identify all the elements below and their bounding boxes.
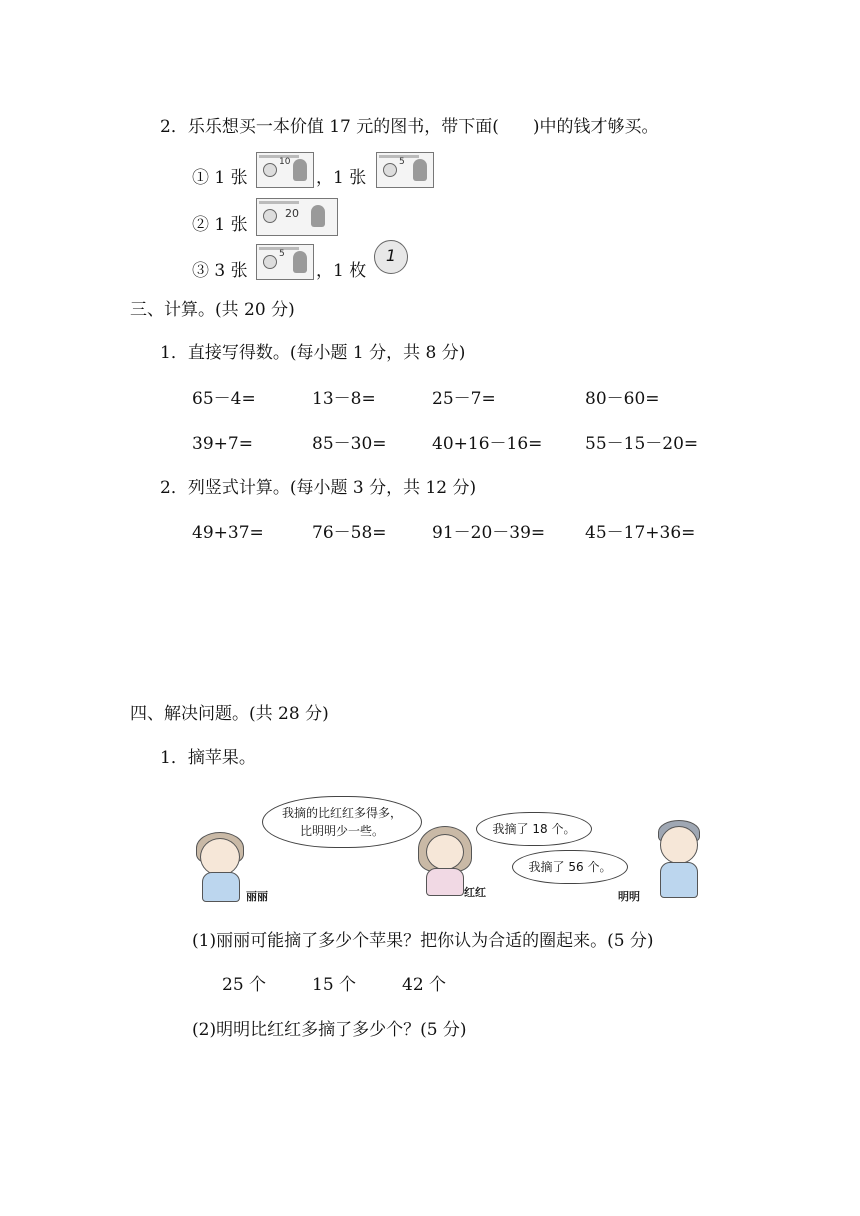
problem-item: 85－30=	[312, 434, 387, 454]
problem-item: 13－8=	[312, 389, 376, 409]
banknote-value: 20	[285, 207, 299, 220]
question-1-title: 1．摘苹果。	[160, 748, 256, 768]
emblem-icon	[263, 163, 277, 177]
sub-question-2: (2)明明比红红多摘了多少个？(5 分)	[192, 1020, 467, 1040]
name-label-mingming: 明明	[618, 890, 640, 903]
banknote-stripe	[259, 201, 299, 204]
emblem-icon	[263, 255, 277, 269]
emblem-icon	[263, 209, 277, 223]
problem-item: 40+16－16=	[432, 434, 543, 454]
option-1-sep: ，1 张	[316, 168, 367, 188]
problem-item: 25－7=	[432, 389, 496, 409]
face-shape	[660, 826, 698, 864]
body-shape	[426, 868, 464, 896]
speech-bubble-lili	[262, 796, 422, 848]
choice-item[interactable]: 42 个	[402, 975, 447, 995]
bubble-line: 我摘的比红红多得多，	[281, 806, 402, 820]
problem-item: 65－4=	[192, 389, 256, 409]
banknote-20-image	[256, 198, 338, 236]
body-shape	[660, 862, 698, 898]
option-2-label: ② 1 张	[192, 215, 248, 235]
face-shape	[200, 838, 240, 876]
coin-1-yuan-image	[374, 240, 408, 274]
banknote-value: 5	[399, 157, 405, 167]
section-3-title: 三、计算。(共 20 分)	[130, 300, 295, 320]
choice-item[interactable]: 15 个	[312, 975, 357, 995]
name-label-lili: 丽丽	[246, 890, 268, 903]
problem-item: 55－15－20=	[585, 434, 699, 454]
banknote-5-image	[256, 244, 314, 280]
portrait-icon	[293, 251, 307, 273]
boy-mingming-illustration	[654, 820, 704, 900]
face-shape	[426, 834, 464, 870]
name-label-honghong: 红红	[464, 886, 486, 899]
option-1-label: ① 1 张	[192, 168, 248, 188]
option-3-sep: ，1 枚	[316, 261, 367, 281]
body-shape	[202, 872, 240, 902]
portrait-icon	[413, 159, 427, 181]
section-4-title: 四、解决问题。(共 28 分)	[130, 704, 329, 724]
section-3-sub2: 2．列竖式计算。(每小题 3 分，共 12 分)	[160, 478, 477, 498]
coin-value: 1	[385, 246, 397, 265]
choice-item[interactable]: 25 个	[222, 975, 267, 995]
sub-question-1: (1)丽丽可能摘了多少个苹果？把你认为合适的圈起来。(5 分)	[192, 931, 654, 951]
problem-item: 91－20－39=	[432, 523, 546, 543]
problem-item: 45－17+36=	[585, 523, 696, 543]
problem-item: 39+7=	[192, 434, 253, 454]
banknote-5-image	[376, 152, 434, 188]
banknote-value: 5	[279, 249, 285, 259]
banknote-10-image	[256, 152, 314, 188]
option-3-label: ③ 3 张	[192, 261, 248, 281]
problem-item: 76－58=	[312, 523, 387, 543]
speech-bubble-mingming: 我摘了 56 个。	[512, 850, 628, 884]
section-3-sub1: 1．直接写得数。(每小题 1 分，共 8 分)	[160, 343, 466, 363]
portrait-icon	[311, 205, 325, 227]
speech-bubble-honghong: 我摘了 18 个。	[476, 812, 592, 846]
banknote-value: 10	[279, 157, 291, 167]
bubble-line: 比明明少一些。	[299, 824, 384, 838]
portrait-icon	[293, 159, 307, 181]
problem-item: 80－60=	[585, 389, 660, 409]
emblem-icon	[383, 163, 397, 177]
question-2-text: 2．乐乐想买一本价值 17 元的图书，带下面( )中的钱才够买。	[160, 117, 659, 137]
problem-item: 49+37=	[192, 523, 264, 543]
